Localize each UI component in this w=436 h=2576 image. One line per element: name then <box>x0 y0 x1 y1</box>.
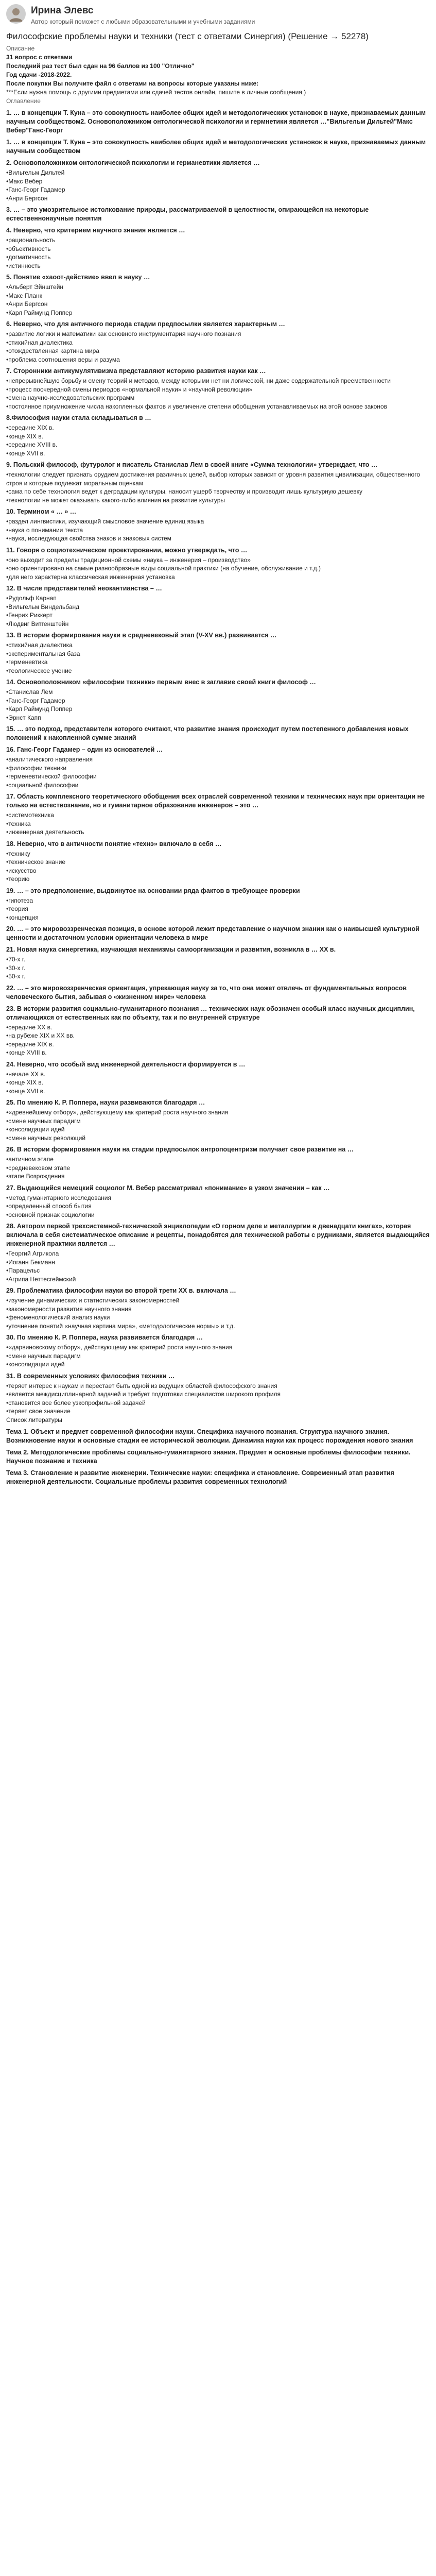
after-purchase-note: После покупки Вы получите файл с ответами на вопросы которые указаны ниже: <box>6 80 259 87</box>
toc-item: Список литературы <box>6 1416 62 1423</box>
answer-option: •стихийная диалектика <box>6 338 73 346</box>
answer-option: •30-х г. <box>6 964 26 972</box>
question-text: 6. Неверно, что для античного периода стадии предпосылки является характерным … <box>6 320 285 328</box>
question-text: 29. Проблематика философии науки во второй трети XX в. включала … <box>6 1287 236 1294</box>
answer-option: •Георгий Агрикола <box>6 1250 59 1257</box>
answer-option: •аналитического направления <box>6 756 93 763</box>
answer-option: •изучение динамических и статистических закономерностей <box>6 1297 180 1304</box>
answer-option: •развитие логики и математики как основного инструментария научного познания <box>6 330 241 337</box>
answer-option: •Вильгельм Дильтей <box>6 169 65 176</box>
answer-option: •смене научных парадигм <box>6 1352 81 1360</box>
answer-option: •консолидации идей <box>6 1126 65 1133</box>
answer-option: •оно выходит за пределы традиционной схемы «наука – инженерия – производство» <box>6 556 251 564</box>
answer-option: •теряет свое значение <box>6 1408 71 1415</box>
question-text: 25. По мнению К. Р. Поппера, науки развиваются благодаря … <box>6 1099 205 1106</box>
answer-option: •середине XIX в. <box>6 424 54 431</box>
answer-option: •техника <box>6 820 31 827</box>
answer-option: •объективность <box>6 245 51 252</box>
year-label: Год сдачи -2018-2022. <box>6 71 72 78</box>
answer-option: •конце XVII в. <box>6 1087 45 1095</box>
answer-option: •на рубеже XIX и XX вв. <box>6 1032 75 1039</box>
question-text: 9. Польский философ, футуролог и писатель Станислав Лем в своей книге «Сумма технологии» утверждает, что … <box>6 461 378 468</box>
answer-option: •системотехника <box>6 811 54 819</box>
question-text: 21. Новая наука синергетика, изучающая механизмы самоорганизации и развития, возникла в … XX в. <box>6 946 336 953</box>
answer-option: •Эрнст Капп <box>6 714 41 721</box>
question-text: 28. Автором первой трехсистемной-технической энциклопедии «О горном деле и металлургии в двенадцати книгах», которая включала в себя систематическое описание и рецепты, понадобятся для технической работы с рудниками, является выдающийся инженерной практики является … <box>6 1223 430 1247</box>
question-text: 12. В числе представителей неокантианства – … <box>6 585 162 592</box>
answer-option: •закономерности развития научного знания <box>6 1305 132 1313</box>
answer-option: •социальной философии <box>6 781 79 789</box>
answer-option: •Ганс-Георг Гадамер <box>6 186 65 193</box>
author-block <box>6 4 430 26</box>
avatar[interactable] <box>6 4 26 24</box>
answer-option: •50-х г. <box>6 973 26 980</box>
question-text: 14. Основоположником «философии техники» первым внес в заглавие своей книги философ … <box>6 679 316 686</box>
answer-option: •Макс Вебер <box>6 177 43 185</box>
question-text: 8.Философия науки стала складываться в … <box>6 414 151 421</box>
answer-option: •догматичность <box>6 253 51 261</box>
answer-option: •уточнение понятий «научная картина мира», «методологические нормы» и т.д. <box>6 1322 235 1330</box>
answer-option: •является междисциплинарной задачей и требует подготовки специалистов широкого профиля <box>6 1391 281 1398</box>
answer-option: •Альберт Эйнштейн <box>6 283 64 291</box>
answer-option: •герменевтика <box>6 658 48 666</box>
question-text: 13. В истории формирования науки в средневековый этап (V-XV вв.) развивается … <box>6 632 277 639</box>
answer-option: •начале XX в. <box>6 1070 46 1078</box>
answer-option: •процесс поочередной смены периодов «нормальной науки» и «научной революции» <box>6 385 253 393</box>
questions-list <box>6 109 430 1416</box>
answer-option: •истинность <box>6 262 41 269</box>
answer-option: •проблема соотношения веры и разума <box>6 355 120 363</box>
answer-option: •смена научно-исследовательских программ <box>6 394 135 401</box>
question-text: 15. … это подход, представители которого считают, что развитие знания происходит путем постепенного добавления новых положений к накопленной сумме знаний <box>6 725 409 741</box>
answer-option: •философии техники <box>6 764 67 772</box>
author-description: Автор который поможет с любыми образовательными и учебными заданиями <box>31 18 255 25</box>
question-text: 10. Термином « … » … <box>6 508 77 515</box>
toc-item: Тема 1. Объект и предмет современной философии науки. Специфика научного познания. Структура научного знания. Возникновение науки и основные стадии ее исторической эволюции. Динамика науки как процесс порождения нового знания <box>6 1428 413 1444</box>
answer-option: •смене научных революций <box>6 1134 86 1142</box>
question-text: 24. Неверно, что особый вид инженерной деятельности формируется в … <box>6 1060 246 1068</box>
answer-option: •непрерывнейшую борьбу и смену теорий и методов, между которыми нет ни логической, ни даже содержательной преемственности <box>6 377 391 384</box>
answer-option: •70-х г. <box>6 956 26 963</box>
answer-option: •раздел лингвистики, изучающий смысловое значение единиц языка <box>6 518 204 525</box>
answer-option: •стихийная диалектика <box>6 641 73 649</box>
answer-option: •отождествленная картина мира <box>6 347 99 354</box>
answer-option: •Агрипа Неттесгеймский <box>6 1275 76 1283</box>
answer-option: •Ганс-Георг Гадамер <box>6 697 65 704</box>
question-text: 7. Сторонники антикумулятивизма представляют историю развития науки как … <box>6 367 266 375</box>
answer-option: •Генрих Риккерт <box>6 612 53 619</box>
answer-option: •наука, исследующая свойства знаков и знаковых систем <box>6 535 171 542</box>
answer-option: •наука о понимании текста <box>6 526 83 534</box>
question-text: 30. По мнению К. Р. Поппера, наука развивается благодаря … <box>6 1334 203 1341</box>
answer-option: •Карл Раймунд Поппер <box>6 705 73 713</box>
question-text: 11. Говоря о социотехническом проектировании, можно утверждать, что … <box>6 546 248 554</box>
answer-option: •конце XIX в. <box>6 432 44 440</box>
answer-option: •Рудольф Карнап <box>6 595 57 602</box>
answer-option: •Анри Бергсон <box>6 194 48 202</box>
answer-option: •определенный способ бытия <box>6 1202 92 1210</box>
answer-option: •теряет интерес к наукам и перестает быть одной из ведущих областей философского знания <box>6 1382 277 1389</box>
question-text: 20. … – это мировоззренческая позиция, в основе которой лежит представление о научном знании как о наивысшей культурной ценности и достаточном условии ориентации человека в мире <box>6 925 420 941</box>
answer-option: •технологии следует признать орудием достижения различных целей, выбор которых зависит от уровня развития цивилизации, общественного строя и которые подлежат моральным оценкам <box>6 471 420 487</box>
answer-option: •теория <box>6 905 28 912</box>
question-text: 4. Неверно, что критерием научного знания является … <box>6 227 185 234</box>
question-text: 5. Понятие «хаоот-действие» ввел в науку … <box>6 274 150 281</box>
answer-option: •Станислав Лем <box>6 688 53 696</box>
answer-option: •конце XVII в. <box>6 449 45 457</box>
answer-option: •«древнейшему отбору», действующему как критерий роста научного знания <box>6 1109 229 1116</box>
answer-option: •технологии не может оказывать какого-либо влияния на развитие культуры <box>6 496 225 504</box>
question-text: 27. Выдающийся немецкий социолог М. Вебер рассматривал «понимание» в узком значении – как … <box>6 1184 330 1192</box>
answer-option: •экспериментальная база <box>6 650 80 657</box>
answer-option: •техническое знание <box>6 858 66 866</box>
answer-option: •основной признак социологии <box>6 1211 95 1218</box>
answer-option: •сама по себе технология ведет к деградации культуры, наносит ущерб творчеству и производит лишь культурную дешевку <box>6 488 362 495</box>
answer-option: •метод гуманитарного исследования <box>6 1194 111 1201</box>
answer-option: •средневековом этапе <box>6 1164 71 1172</box>
answer-option: •теорию <box>6 875 30 883</box>
question-text: 2. Основоположником онтологической психологии и германевтики является … <box>6 159 260 166</box>
toc-item: Тема 3. Становление и развитие инженерии. Технические науки: специфика и становление. Современный этап развития инженерной деятельности. Социальные проблемы развития современных технологий <box>6 1469 394 1485</box>
answer-option: •для него характерна классическая инженерная установка <box>6 573 175 581</box>
document-title: Философские проблемы науки и техники (тест с ответами Синергия) (Решение → 52278) <box>6 31 369 41</box>
answer-option: •оно ориентировано на самые разнообразные виды социальной практики (на обучение, обслуживание и т.д.) <box>6 565 321 572</box>
answer-option: •Анри Бергсон <box>6 300 48 308</box>
user-avatar-icon <box>6 4 26 24</box>
answer-option: •Макс Планк <box>6 292 42 299</box>
answer-option: •феноменологический анализ науки <box>6 1314 110 1321</box>
answer-option: •Иоганн Бекманн <box>6 1258 55 1266</box>
answer-option: •постоянное приумножение числа накопленных фактов и увеличение степени обобщения устанавливаемых на этой основе законов <box>6 402 387 410</box>
question-text: 22. … – это мировоззренческая ориентация, упрекающая науку за то, что она может отвлечь от фундаментальных вопросов человеческого бытия, забывая о «жизненном мире» человека <box>6 984 407 1001</box>
question-text: 17. Область комплексного теоретического обобщения всех отраслей современной техники и технических наук при ориентации не только на естествознание, но и гуманитарное образование инженеров – это … <box>6 793 425 809</box>
answer-option: •концепция <box>6 913 39 921</box>
answer-option: •теологическое учение <box>6 667 72 674</box>
author-info <box>31 4 255 26</box>
answer-option: •Парацельс <box>6 1267 40 1274</box>
question-text: 18. Неверно, что в античности понятие «технэ» включало в себя … <box>6 840 222 848</box>
answer-option: •середине XX в. <box>6 1023 53 1031</box>
answer-option: •герменевтической философии <box>6 773 97 780</box>
answer-option: •Вильгельм Виндельбанд <box>6 603 80 611</box>
description-label: Описание <box>6 45 35 52</box>
question-text: 1. … в концепции Т. Куна – это совокупность наиболее общих идей и методологических установок в науке, признаваемых данным научным сообществом2. Основоположником онтологической психологии и гермнетики является …"Вильгельм Дильтей"Макс Вебер"Ганс-Георг <box>6 109 426 134</box>
answer-option: •середине XVIII в. <box>6 441 58 448</box>
question-text: 26. В истории формирования науки на стадии предпосылок антропоцентризм получает свое развитие на … <box>6 1146 354 1153</box>
answer-option: •этапе Возрождения <box>6 1173 65 1180</box>
answer-option: •Карл Раймунд Поппер <box>6 309 73 316</box>
answer-option: •Людвиг Витгенштейн <box>6 620 69 628</box>
answer-option: •инженерная деятельность <box>6 828 84 836</box>
answer-option: •конце XVIII в. <box>6 1049 47 1056</box>
toc-item: Тема 2. Методологические проблемы социально-гуманитарного знания. Предмет и основные проблемы философии техники. Научное познание и техника <box>6 1448 411 1465</box>
toc-label: Оглавление <box>6 97 41 105</box>
answer-option: •гипотеза <box>6 896 33 904</box>
questions-count: 31 вопрос с ответами <box>6 54 73 61</box>
answer-option: •середине XIX в. <box>6 1040 54 1048</box>
answer-option: •античном этапе <box>6 1156 54 1163</box>
answer-option: •рациональность <box>6 236 56 244</box>
help-note: ***Если нужна помощь с другими предметами или сдачей тестов онлайн, пишите в личные сообщения ) <box>6 89 306 96</box>
question-text: 23. В истории развития социально-гуманитарного познания … технических наук обозначен особый класс научных дисциплин, отличающихся от естественных как по объекту, так и по внутренней структуре <box>6 1005 415 1021</box>
answer-option: •искусство <box>6 867 37 874</box>
toc-list <box>6 1416 430 1486</box>
answer-option: •технику <box>6 850 30 857</box>
answer-option: •консолидации идей <box>6 1361 65 1368</box>
answer-option: •«дарвиновскому отбору», действующему как критерий роста научного знания <box>6 1344 233 1351</box>
question-text: 16. Ганс-Георг Гадамер – один из основателей … <box>6 746 163 753</box>
answer-option: •становится все более узкопрофильной задачей <box>6 1399 146 1406</box>
author-name[interactable]: Ирина Элевс <box>31 5 94 16</box>
answer-option: •смене научных парадигм <box>6 1117 81 1125</box>
question-text: 3. … – это умозрительное истолкование природы, рассматриваемой в целостности, опирающейся на некоторые естественнонаучные понятия <box>6 206 369 222</box>
question-text: 1. … в концепции Т. Куна – это совокупность наиболее общих идей и методологических установок в науке, признаваемых данным научным сообществом <box>6 139 426 155</box>
answer-option: •конце XIX в. <box>6 1079 44 1086</box>
score-note: Последний раз тест был сдан на 96 баллов из 100 "Отлично" <box>6 62 195 70</box>
question-text: 31. В современных условиях философия техники … <box>6 1372 175 1380</box>
question-text: 19. … – это предположение, выдвинутое на основании ряда фактов в требующее проверки <box>6 887 300 894</box>
